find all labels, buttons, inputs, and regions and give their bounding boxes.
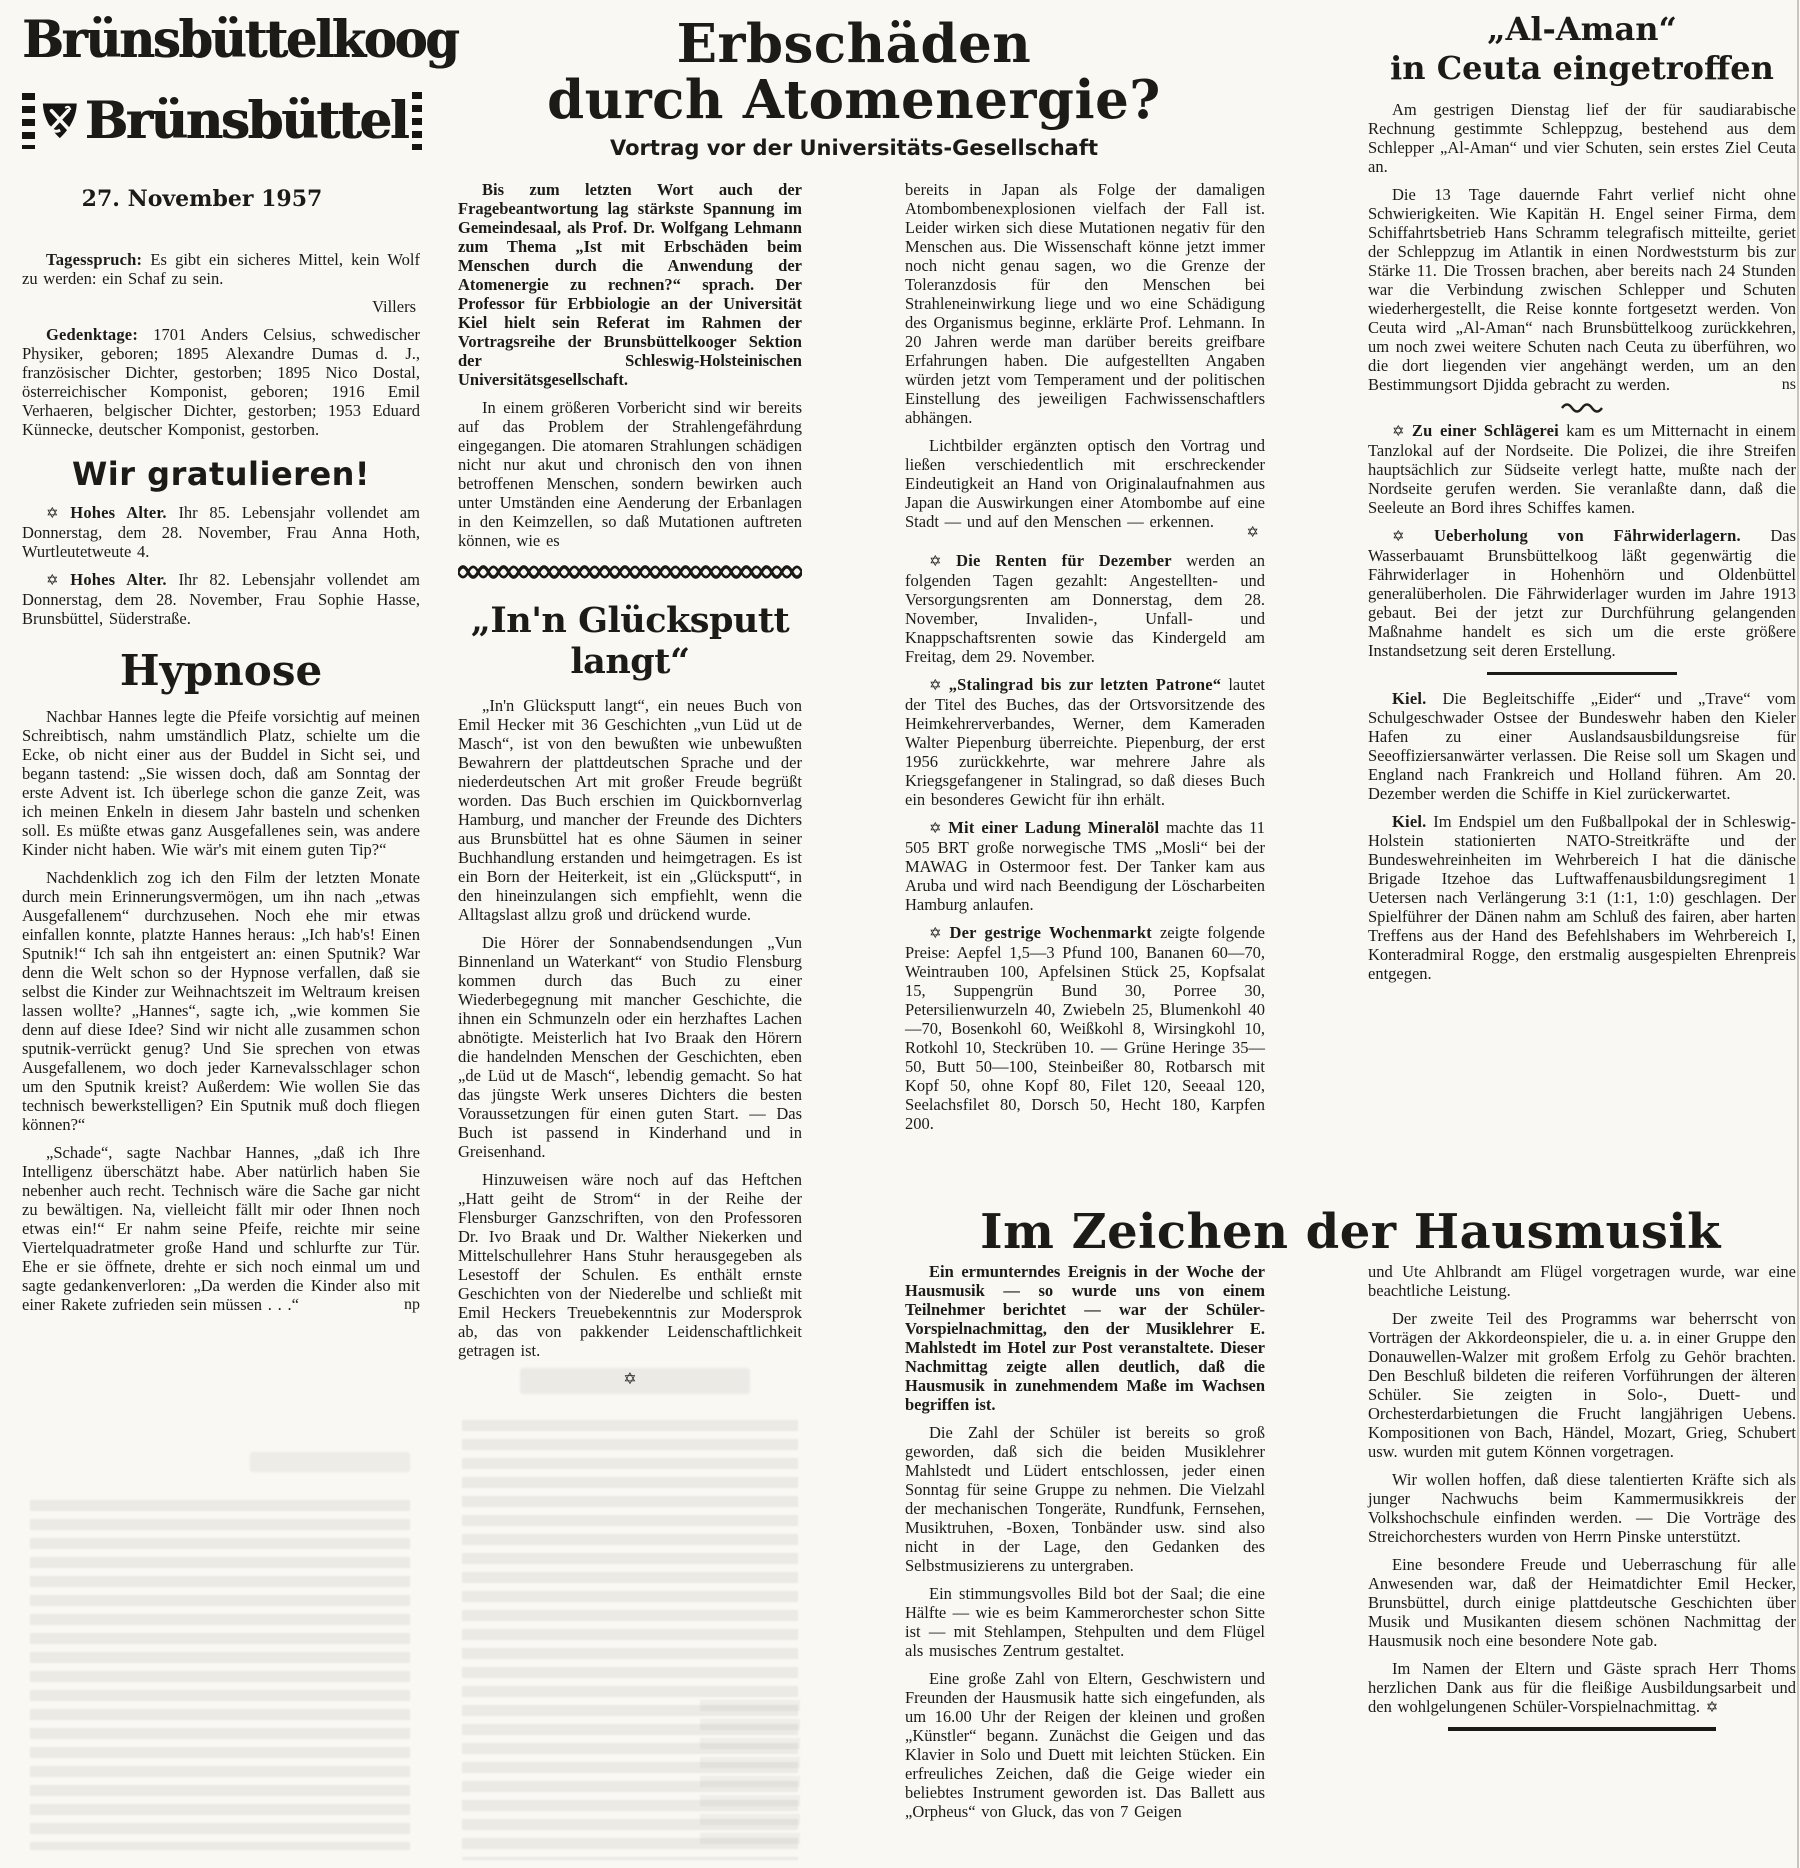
news-brief (905, 551, 1265, 666)
hausmusik-paragraph: Der zweite Teil des Programms war beherrscht von Vorträgen der Akkordeonspieler, die u. a. in einer Gruppe den Donauwellen-Walzer mit großem Erfolg zu Gehör brachten. Den Beschluß bildeten die reiferen Vorführungen der älteren Schüler. Sie zeigten in Solo-, Duett- und Orchesterdarbietungen die Frucht langjährigen Uebens. Kompositionen von Bach, Händel, Mozart, Grieg, Schubert usw. wurden mit gutem Können vorgetragen. (1368, 1309, 1796, 1461)
tagesspruch-text: Es gibt ein sicheres Mittel, kein Wolf zu werden: ein Schaf zu sein. (22, 250, 420, 288)
star-bullet-icon: ✡ (929, 819, 942, 837)
section-divider-rule (1487, 672, 1677, 675)
tagesspruch-label: Tagesspruch: (46, 250, 143, 269)
issue-date: 27. November 1957 (81, 186, 323, 212)
end-of-article-star-icon: ✡ (1246, 523, 1259, 541)
gratulation-text: Ihr 82. Lebensjahr vollendet am Donnerstag, dem 28. November, Frau Sophie Hasse, Brunsbüttel, Süderstraße. (22, 570, 420, 628)
news-brief (905, 818, 1265, 914)
kiel-text: Die Begleitschiffe „Eider“ und „Trave“ vom Schulgeschwader Ostsee der Bundeswehr haben den Kieler Hafen zu einer Auslandsausbildungsreise für Seeoffiziersanwärter verlassen. Die Reise soll um Skagen und England nach Frankreich und Holland führen. Am 20. Dezember werden die Schiffe in Kiel zurückerwartet. (1368, 689, 1796, 803)
news-brief (905, 675, 1265, 809)
column-4 (1368, 10, 1796, 992)
star-bullet-icon: ✡ (46, 571, 59, 589)
gluecksputt-paragraph: Hinzuweisen wäre noch auf das Heftchen „Hatt geiht de Strom“ in der Reihe der Flensburger Ganzschriften, von den Professoren Dr. Ivo Braak und Dr. Walther Niekerken und Mittelschullehrer Hans Stuhr herausgegeben als Lesestoff der Schulen. Es enthält ernste Geschichten von der Niederelbe und schließt mit Emil Heckers Treuebekenntnis zur Modersprok ab, das von pakkender Leidenschaftlichkeit getragen ist. (458, 1170, 802, 1360)
kiel-dateline: Kiel. (1392, 812, 1427, 831)
kiel-news-item (1368, 689, 1796, 803)
hausmusik-paragraph (1368, 1659, 1796, 1717)
hausmusik-paragraph: Wir wollen hoffen, daß diese talentierten Kräfte sich als junger Nachwuchs beim Kammermusikkreis der Volkshochschule einfinden werden. — Die Vorträge des Streichorchesters wurden von Herrn Pinske unterstützt. (1368, 1470, 1796, 1546)
masthead-row (22, 70, 422, 172)
atom-headline-line2: durch Atomenergie? (547, 69, 1161, 131)
author-initials: np (404, 1296, 420, 1313)
small-squiggle-divider (1560, 403, 1604, 413)
page-edge-line (1797, 0, 1799, 1868)
brief-text: Das Wasserbauamt Brunsbüttelkoog läßt gegenwärtig die Fährwiderlager in Hohenhörn und Oldenbüttel generalüberholen. Die Fährwiderlager wurden im Jahre 1913 gebaut. Bei der jetzt zur Durchführung gelangenden Maßnahme handelt es sich um die erste größere Instandsetzung seit deren Erstellung. (1368, 526, 1796, 660)
hausmusik-left-column (905, 1262, 1265, 1830)
column-2 (458, 180, 802, 1396)
hypnose-paragraph-text: „Schade“, sagte Nachbar Hannes, „daß ich Ihre Intelligenz überschätzt habe. Aber natürlich haben Sie nebenher auch recht. Technisch wäre die Sache gar nicht zu bewältigen. Na, vielleicht fällt mir oder Ihnen noch etwas ein!“ Er nahm seine Pfeife, reichte mir seine Viertelquadratmeter große Hand und schlurfte zur Tür. Ehe er sie öffnete, drehte er sich noch einmal um und sagte gedankenverloren: „Da werden die Kinder also mit einer Rakete zufrieden sein müssen . . .“ (22, 1143, 420, 1314)
gratulieren-headline: Wir gratulieren! (71, 455, 371, 493)
column-1 (22, 250, 420, 1323)
masthead-title-line2: Brünsbüttel (84, 91, 408, 151)
hausmusik-paragraph: Ein stimmungsvolles Bild bot der Saal; die eine Hälfte — wie es beim Kammerorchester schon Sitte ist — mit Stehlampen, Stehpulten und dem Flügel als musisches Zentrum gestaltet. (905, 1584, 1265, 1660)
brief-lead: Der gestrige Wochenmarkt (949, 923, 1152, 942)
gratulation-item (22, 503, 420, 561)
atom-paragraph: Lichtbilder ergänzten optisch den Vortrag und ließen verschiedentlich mit erschreckender Eindeutigkeit an Hand von Originalaufnahmen aus Japan die Auswirkungen einer Atombombe auf eine Stadt — und auf den Menschen — erkennen. (905, 436, 1265, 531)
hypnose-headline: Hypnose (119, 646, 323, 695)
star-bullet-icon: ✡ (929, 924, 942, 942)
news-brief (1368, 526, 1796, 660)
brief-text: kam es um Mitternacht in einem Tanzlokal auf der Nordseite. Die Polizei, die ihre Streifen hauptsächlich zur Südseite verlegt hatte, mußte nach der Nordseite gerufen werden. Sie veranlaßte dann, daß die Seeleute an Bord ihres Schiffes kamen. (1368, 421, 1796, 517)
bottom-rule (1448, 1727, 1716, 1731)
atom-lead-paragraph: Bis zum letzten Wort auch der Fragebeantwortung lag stärkste Spannung im Gemeindesaal, als Prof. Dr. Wolfgang Lehmann zum Thema „Ist mit Erbschäden beim Menschen durch die Anwendung der Atomenergie zu rechnen?“ sprach. Der Professor für Erbbiologie an der Universität Kiel hielt sein Referat im Rahmen der Vortragsreihe der Brunsbüttelkooger Sektion der Schleswig-Holsteinischen Universitätsgesellschaft. (458, 180, 802, 389)
atom-article-header (440, 13, 1268, 160)
brief-text: lautet der Titel des Buches, das der Ortsvorsitzende des Heimkehrerverbandes, Werner, dem Kameraden Walter Piepenburg überreichte. Piepenburg, der erst 1956 zurückkehrte, war mehrere Jahre als Kriegsgefangener in Stalingrad, so daß dieses Buch ein besonderes Gewicht für ihn erhält. (905, 675, 1265, 809)
news-brief (1368, 421, 1796, 517)
gedenktage (22, 325, 420, 439)
bleed-through-ghost (700, 1700, 800, 1850)
star-bullet-icon: ✡ (1392, 422, 1405, 440)
coat-of-arms-shield-icon (40, 70, 80, 172)
gratulation-item (22, 570, 420, 628)
hausmusik-header (905, 1204, 1796, 1260)
news-brief (905, 923, 1265, 1133)
speed-lines-left (22, 93, 35, 149)
gratulation-lead: Hohes Alter. (70, 503, 167, 522)
masthead (22, 10, 458, 212)
hypnose-paragraph: Nachbar Hannes legte die Pfeife vorsichtig auf meinen Schreibtisch, nahm umständlich Platz, schielte um die Ecke, ob nicht einer aus der Buddel in Sicht sei, und begann tastend: „Sie wissen doch, daß am Sonntag der erste Advent ist. Ich überlege schon die ganze Zeit, was ich meinen Enkeln in diesem Jahr basteln und schenken soll. Es müßte etwas ganz Ausgefallenes sein, was andere Kinder nicht haben. Wie wär's mit einem guten Tip?“ (22, 707, 420, 859)
gratulation-lead: Hohes Alter. (70, 570, 167, 589)
tagesspruch (22, 250, 420, 288)
brief-lead: „Stalingrad bis zur letzten Patrone“ (948, 675, 1222, 694)
hausmusik-headline: Im Zeichen der Hausmusik (980, 1204, 1721, 1260)
star-bullet-icon: ✡ (929, 552, 942, 570)
brief-lead: Mit einer Ladung Mineralöl (948, 818, 1160, 837)
brief-lead: Die Renten für Dezember (956, 551, 1172, 570)
bleed-through-ghost-headline (250, 1452, 410, 1472)
al-aman-headline-line1: „Al-Aman“ (1487, 10, 1677, 48)
star-bullet-icon: ✡ (1392, 527, 1405, 545)
atom-headline-line1: Erbschäden (676, 13, 1032, 75)
gratulation-text: Ihr 85. Lebensjahr vollendet am Donnerstag, dem 28. November, Frau Anna Hoth, Wurtleutetweute 4. (22, 503, 420, 561)
atom-paragraph: bereits in Japan als Folge der damaligen Atombombenexplosionen vielfach der Fall ist. Leider wirken sich diese Mutationen negativ für den Menschen aus. Die Wissenschaft könne jetzt immer noch nicht genau sagen, wo die Grenze der Toleranzdosis für den Menschen bei Strahleneinwirkung liege und wo eine Schädigung des Organismus beginne, erklärte Prof. Lehmann. In 20 Jahren werde man darüber bereits greifbare Erfahrungen haben. Die aufgestellten Angaben würden jetzt vom Temperament und der politischen Einstellung des jeweiligen Fachwissenschaftlers abhängen. (905, 180, 1265, 427)
end-of-article-star-icon: ✡ (1705, 1698, 1719, 1716)
hausmusik-paragraph: und Ute Ahlbrandt am Flügel vorgetragen wurde, war eine beachtliche Leistung. (1368, 1262, 1796, 1300)
hausmusik-paragraph: Die Zahl der Schüler ist bereits so groß geworden, daß sich die beiden Musiklehrer Mahlstedt und Lüdert entschlossen, jeder einen Sonntag für seine Gruppe zu nehmen. Die Vielzahl der mechanischen Tongeräte, Rundfunk, Fernsehen, Musiktruhen, -Boxen, Tonbänder usw. sind also nicht in der Lage, den Gedanken des Selbstmusizierens zu untergraben. (905, 1423, 1265, 1575)
gluecksputt-headline: „In'n Glücksputt langt“ (470, 600, 790, 682)
al-aman-headline (1368, 10, 1796, 88)
bleed-through-ghost (30, 1500, 410, 1850)
end-of-article-star-icon: ✡ (623, 1369, 637, 1388)
atom-subhead: Vortrag vor der Universitäts-Gesellschaft (609, 136, 1099, 160)
gedenktage-text: 1701 Anders Celsius, schwedischer Physiker, geboren; 1895 Alexandre Dumas d. J., französischer Dichter, gestorben; 1895 Nico Dostal, österreichischer Komponist, geboren; 1916 Emil Verhaeren, belgischer Dichter, gestorben; 1953 Eduard Künnecke, deutscher Komponist, gestorben. (22, 325, 420, 439)
al-aman-headline-line2: in Ceuta eingetroffen (1390, 49, 1774, 87)
brief-lead: Ueberholung von Fährwiderlagern. (1434, 526, 1741, 545)
hypnose-paragraph: Nachdenklich zog ich den Film der letzten Monate durch mein Erinnerungsvermögen, um ihn nach „etwas Ausgefallenem“ durchzusehen. Noch ehe mir etwas einfallen konnte, platzte Hannes heraus: „Ich hab's! Einen Sputnik!“ Ich sah ihn entgeistert an: einen Sputnik? War denn die Welt schon so der Hypnose verfallen, daß sie selbst die Kinder zur Weihnachtszeit im Weltraum kreisen lassen wollte? „Hannes“, sagte ich, „wie kommen Sie denn auf diese Idee? Sind wir nicht alle zusammen schon sputnik-verrückt genug? Und Sie sprechen von etwas Ausgefallenem, wo doch jeder Karnevalsschlager schon um den Sputnik kreist? Außerdem: Wie wollen Sie das technisch bewerkstelligen? Ein Sputnik muß doch fliegen können?“ (22, 868, 420, 1134)
column-3 (905, 180, 1265, 1142)
kiel-news-item (1368, 812, 1796, 983)
hypnose-paragraph (22, 1143, 420, 1314)
gluecksputt-paragraph: „In'n Glücksputt langt“, ein neues Buch von Emil Hecker mit 36 Geschichten „vun Lüd ut de Masch“, ist von den bewußten wie unbewußten Bewahrern der plattdeutschen Sprache und der niederdeutschen Art mit großer Freude begrüßt worden. Das Buch erschien im Quickbornverlag Hamburg, und mancher der Freunde des Dichters aus Brunsbüttel hat es ohne Säumen in seiner Buchhandlung erstanden und heimgetragen. Es ist ein Born der Heiterkeit, ist ein „Glücksputt“, in den hineinzulangen sich empfiehlt, wenn die Alltagslast allzu groß und drückend wurde. (458, 696, 802, 924)
masthead-title-line1: Brünsbüttelkoog (22, 10, 458, 70)
bleed-through-ghost-headline (520, 1368, 750, 1394)
hausmusik-paragraph: Eine besondere Freude und Ueberraschung für alle Anwesenden war, daß der Heimatdichter Emil Hecker, Brunsbüttel, durch einige plattdeutsche Geschichten über Musik und Musikanten diesem schönen Nachmittag der Hausmusik noch eine besondere Note gab. (1368, 1555, 1796, 1650)
tagesspruch-author: Villers (372, 297, 416, 316)
atom-paragraph: In einem größeren Vorbericht sind wir bereits auf das Problem der Strahlengefährdung eingegangen. Die atomaren Strahlungen schädigen nicht nur akut und chronisch den von ihnen betroffenen Menschen, sondern bewirken auch unter Umständen eine Aenderung der Erbanlagen in den Keimzellen, so daß Mutationen auftreten können, wie es (458, 398, 802, 550)
star-bullet-icon: ✡ (46, 504, 59, 522)
al-aman-paragraph (1368, 185, 1796, 394)
brief-text: werden an folgenden Tagen gezahlt: Angestellten- und Versorgungsrenten am Donnerstag, dem 28. November, Invaliden-, Unfall- und Knappschaftsrenten sowie das Kindergeld am Freitag, dem 29. November. (905, 551, 1265, 666)
brief-text: machte das 11 505 BRT große norwegische TMS „Mosli“ bei der MAWAG in Ostermoor fest. Der Tanker kam aus Aruba und wird nach Beendigung der Löscharbeiten Hamburg anlaufen. (905, 818, 1265, 914)
speed-lines-right (412, 92, 422, 150)
kiel-text: Im Endspiel um den Fußballpokal der in Schleswig-Holstein stationierten NATO-Streitkräfte und der Bundeswehreinheiten im Wehrbereich I hat die dänische Brigade Itzehoe das Luftwaffenausbildungsregiment 1 Uetersen nach Verlängerung 3:1 (1:1, 1:0) geschlagen. Der Spielführer der Dänen nahm am Schluß des fairen, aber harten Treffens aus der Hand des Befehlshabers im Wehrbereich I, Konteradmiral Rogge, den erstmalig ausgespielten Ehrenpreis entgegen. (1368, 812, 1797, 983)
hausmusik-lead-paragraph: Ein ermunterndes Ereignis in der Woche der Hausmusik — so wurde uns von einem Teilnehmer berichtet — war der Schüler-Vorspielnachmittag, den der Musiklehrer E. Mahlstedt im Hotel zur Post veranstaltete. Dieser Nachmittag zeigte allen deutlich, daß die Hausmusik in zunehmendem Maße im Wachsen begriffen ist. (905, 1262, 1265, 1414)
brief-text: zeigte folgende Preise: Aepfel 1,5—3 Pfund 100, Bananen 60—70, Weintrauben 100, Apfelsinen Stück 25, Kopfsalat 15, Suppengrün Bund 30, Porree 30, Petersilienwurzeln 40, Zwiebeln 25, Blumenkohl 40—70, Bosenkohl 60, Weißkohl 8, Wirsingkohl 10, Rotkohl 10, Steckrüben 10. — Grüne Heringe 35—50, Butt 50—100, Steinbeißer 80, Rotbarsch mit Kopf 50, ohne Kopf 80, Filet 120, Seeaal 120, Seelachsfilet 80, Dorsch 50, Hecht 180, Karpfen 200. (905, 923, 1265, 1133)
hausmusik-paragraph: Eine große Zahl von Eltern, Geschwistern und Freunden der Hausmusik hatte sich eingefunden, als um 16.00 Uhr der Reigen der kleinen und großen „Künstler“ begann. Zunächst die Geigen und das Klavier in Solo und Duett mit leichten Stücken. Ein erfreuliches Zeichen, daß die Geige wieder ein beliebtes Instrument geworden ist. Das Ballett aus „Orpheus“ von Gluck, das von 7 Geigen (905, 1669, 1265, 1821)
hausmusik-right-column (1368, 1262, 1796, 1731)
wavy-divider (458, 564, 802, 580)
al-aman-paragraph: Am gestrigen Dienstag lief der für saudiarabische Rechnung gestimmte Schleppzug, bestehend aus dem Schlepper „Al-Aman“ und vier Schuten, sein erstes Ziel Ceuta an. (1368, 100, 1796, 176)
al-aman-paragraph-text: Die 13 Tage dauernde Fahrt verlief nicht ohne Schwierigkeiten. Wie Kapitän H. Engel seiner Firma, dem Schiffahrtsbetrieb Hans Schramm telegrafisch mitteilte, geriet der Schleppzug im Atlantik in einen Nordweststurm bis zur Stärke 11. Die Trossen brachen, aber bereits nach 24 Stunden war die Verbindung zwischen Schlepper und Schuten wiederhergestellt, die Reise konnte fortgesetzt werden. Von Ceuta wird „Al-Aman“ nach Brunsbüttelkoog zurückkehren, um noch zwei weitere Schuten nach Ceuta zu überführen, wo die dort liegenden vier angehängt werden, um an den Bestimmungsort Djidda gebracht zu werden. (1368, 185, 1796, 394)
kiel-dateline: Kiel. (1392, 689, 1427, 708)
brief-lead: Zu einer Schlägerei (1411, 421, 1559, 440)
gluecksputt-paragraph: Die Hörer der Sonnabendsendungen „Vun Binnenland un Waterkant“ von Studio Flensburg kommen durch das Buch zu einer Wiederbegegnung mit mancher Geschichte, die ihnen ein Schmunzeln oder ein herzhaftes Lachen abnötigte. Meisterlich hat Ivo Braak den Hörern die handelnden Menschen der Geschichten, eben „de Lüd ut de Masch“, lebendig gemacht. So hat das jüngste Werk unseres Dichters die besten Voraussetzungen für einen guten Start. — Das Buch ist passend in Kinderhand und in Greisenhand. (458, 933, 802, 1161)
author-initials: ns (1781, 376, 1796, 393)
hausmusik-paragraph-text: Im Namen der Eltern und Gäste sprach Herr Thoms herzlichen Dank aus für die fleißige Ausbildungsarbeit und den wohlgelungenen Schüler-Vorspielnachmittag. (1368, 1659, 1796, 1716)
star-bullet-icon: ✡ (929, 676, 942, 694)
gedenktage-label: Gedenktage: (46, 325, 139, 344)
